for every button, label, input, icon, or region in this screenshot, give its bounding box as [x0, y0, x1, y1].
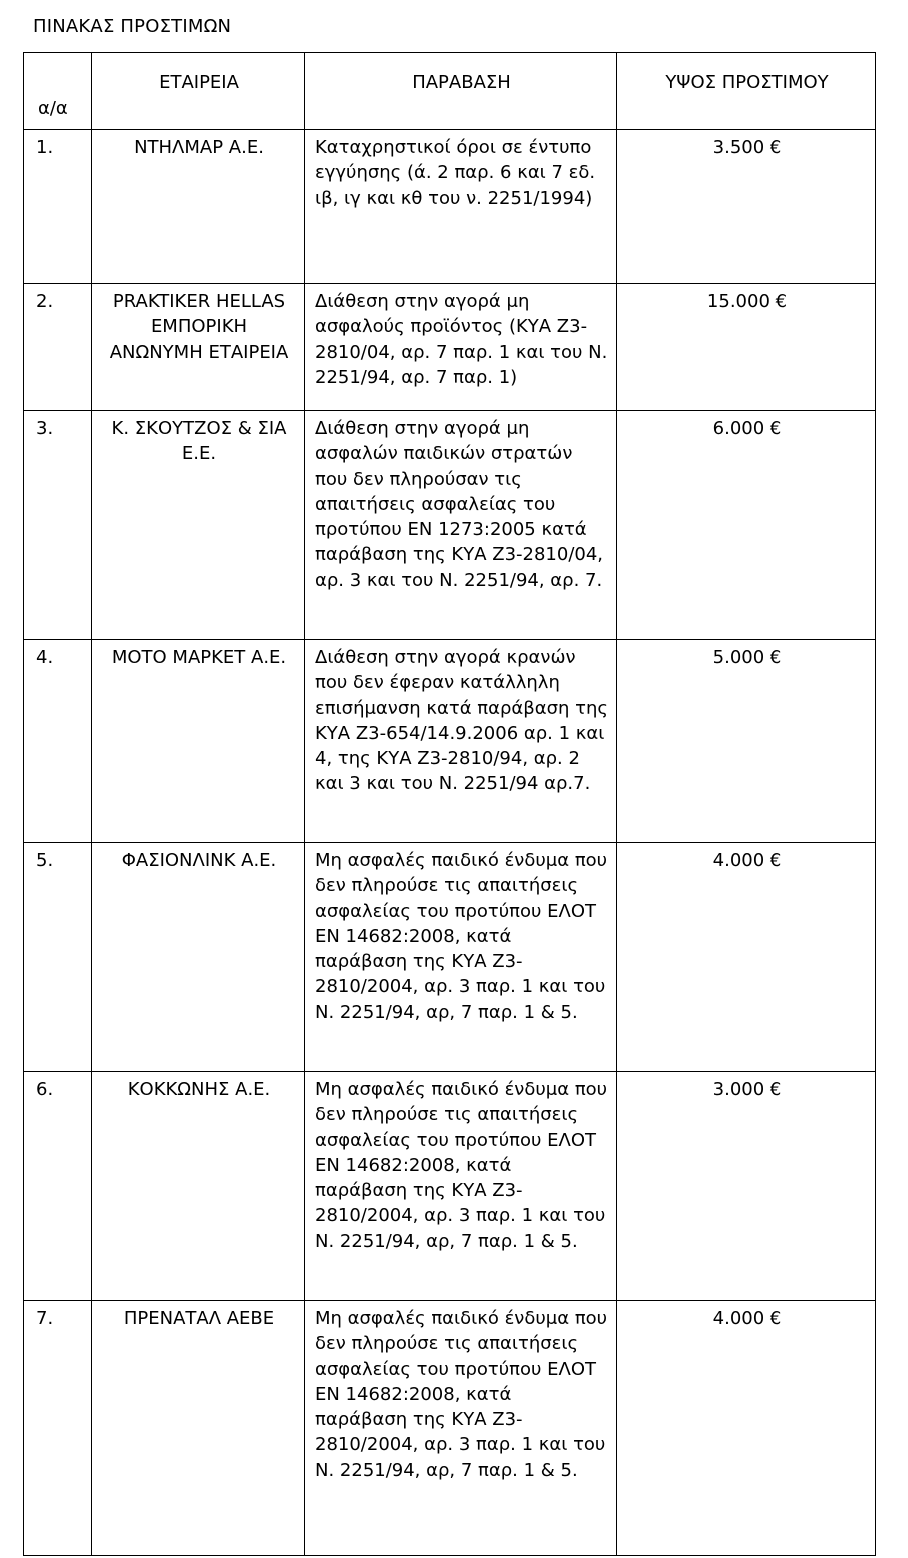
row-fine-amount: 5.000 €: [617, 640, 876, 843]
row-company: PRAKTIKER HELLAS ΕΜΠΟΡΙΚΗ ΑΝΩΝΥΜΗ ΕΤΑΙΡΕΙΑ: [92, 284, 305, 411]
row-violation: Διάθεση στην αγορά μη ασφαλών παιδικών στρατών που δεν πληρούσαν τις απαιτήσεις ασφαλείας του προτύπου ΕΝ 1273:2005 κατά παράβαση της ΚΥΑ Ζ3-2810/04, αρ. 3 και του Ν. 2251/94, αρ. 7.: [305, 411, 617, 640]
table-row: [24, 411, 876, 640]
row-violation: Μη ασφαλές παιδικό ένδυμα που δεν πληρούσε τις απαιτήσεις ασφαλείας του προτύπου ΕΛΟΤ ΕΝ 14682:2008, κατά παράβαση της ΚΥΑ Ζ3-2810/2004, αρ. 3 παρ. 1 και του Ν. 2251/94, αρ, 7 παρ. 1 & 5.: [305, 1301, 617, 1556]
table-row: [24, 284, 876, 411]
row-fine-amount: 3.000 €: [617, 1072, 876, 1301]
header-serial-number: α/α: [24, 53, 92, 130]
table-header-row: [24, 53, 876, 130]
row-company: ΚΟΚΚΩΝΗΣ Α.Ε.: [92, 1072, 305, 1301]
row-company: ΜΟΤΟ ΜΑΡΚΕΤ Α.Ε.: [92, 640, 305, 843]
document-title: ΠΙΝΑΚΑΣ ΠΡΟΣΤΙΜΩΝ: [33, 16, 232, 37]
row-number: 4.: [24, 640, 92, 843]
header-violation: ΠΑΡΑΒΑΣΗ: [305, 53, 617, 130]
row-violation: Καταχρηστικοί όροι σε έντυπο εγγύησης (ά. 2 παρ. 6 και 7 εδ. ιβ, ιγ και κθ του ν. 2251/1994): [305, 130, 617, 284]
row-number: 3.: [24, 411, 92, 640]
row-fine-amount: 15.000 €: [617, 284, 876, 411]
row-number: 7.: [24, 1301, 92, 1556]
row-violation: Διάθεση στην αγορά μη ασφαλούς προϊόντος (ΚΥΑ Ζ3-2810/04, αρ. 7 παρ. 1 και του Ν. 2251/94, αρ. 7 παρ. 1): [305, 284, 617, 411]
row-fine-amount: 4.000 €: [617, 843, 876, 1072]
fines-table: [23, 52, 876, 1556]
row-company: ΦΑΣΙΟΝΛΙΝΚ Α.Ε.: [92, 843, 305, 1072]
row-fine-amount: 6.000 €: [617, 411, 876, 640]
row-company: ΠΡΕΝΑΤΑΛ ΑΕΒΕ: [92, 1301, 305, 1556]
header-company: ΕΤΑΙΡΕΙΑ: [92, 53, 305, 130]
row-number: 5.: [24, 843, 92, 1072]
table-row: [24, 843, 876, 1072]
row-violation: Μη ασφαλές παιδικό ένδυμα που δεν πληρούσε τις απαιτήσεις ασφαλείας του προτύπου ΕΛΟΤ ΕΝ 14682:2008, κατά παράβαση της ΚΥΑ Ζ3-2810/2004, αρ. 3 παρ. 1 και του Ν. 2251/94, αρ, 7 παρ. 1 & 5.: [305, 843, 617, 1072]
row-number: 6.: [24, 1072, 92, 1301]
row-company: ΝΤΗΛΜΑΡ Α.Ε.: [92, 130, 305, 284]
header-fine-amount: ΥΨΟΣ ΠΡΟΣΤΙΜΟΥ: [617, 53, 876, 130]
row-fine-amount: 3.500 €: [617, 130, 876, 284]
table-row: [24, 1301, 876, 1556]
row-company: Κ. ΣΚΟΥΤΖΟΣ & ΣΙΑ Ε.Ε.: [92, 411, 305, 640]
table-row: [24, 130, 876, 284]
row-number: 1.: [24, 130, 92, 284]
row-number: 2.: [24, 284, 92, 411]
row-fine-amount: 4.000 €: [617, 1301, 876, 1556]
row-violation: Διάθεση στην αγορά κρανών που δεν έφεραν κατάλληλη επισήμανση κατά παράβαση της ΚΥΑ Ζ3-654/14.9.2006 αρ. 1 και 4, της ΚΥΑ Ζ3-2810/94, αρ. 2 και 3 και του Ν. 2251/94 αρ.7.: [305, 640, 617, 843]
row-violation: Μη ασφαλές παιδικό ένδυμα που δεν πληρούσε τις απαιτήσεις ασφαλείας του προτύπου ΕΛΟΤ ΕΝ 14682:2008, κατά παράβαση της ΚΥΑ Ζ3-2810/2004, αρ. 3 παρ. 1 και του Ν. 2251/94, αρ, 7 παρ. 1 & 5.: [305, 1072, 617, 1301]
table-row: [24, 1072, 876, 1301]
table-row: [24, 640, 876, 843]
